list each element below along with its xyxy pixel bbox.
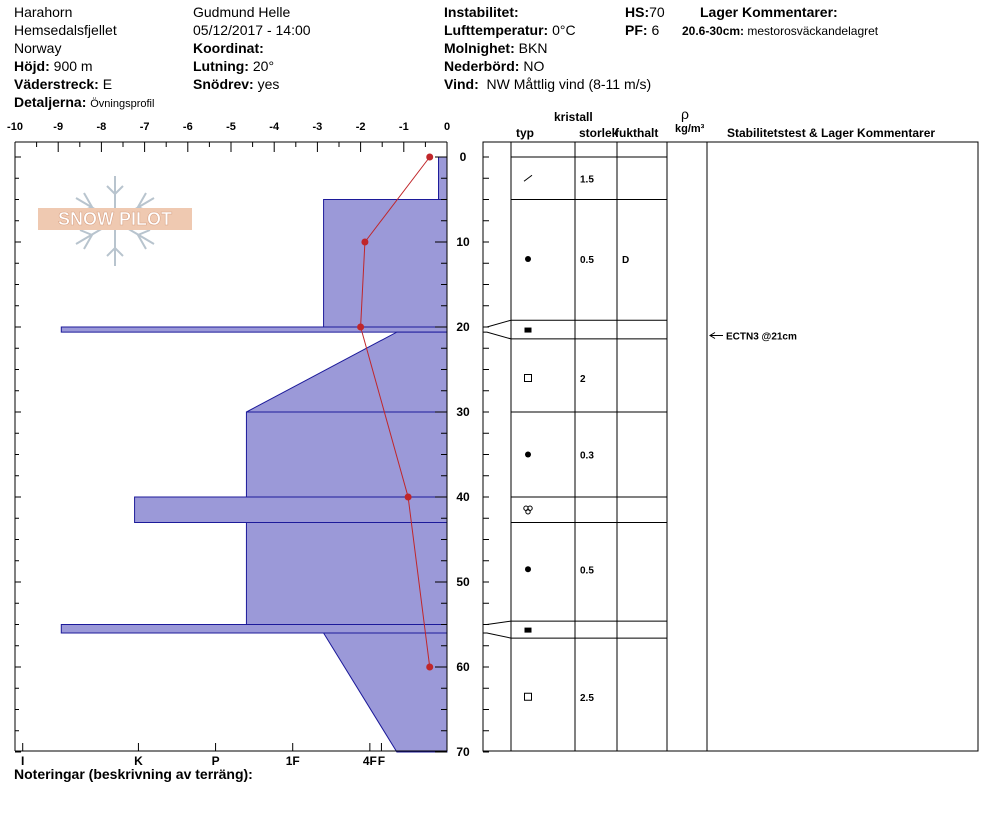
- column-rho: ρ: [681, 106, 689, 122]
- hs-label: HS:: [625, 4, 650, 20]
- rounded-grain-icon: [525, 566, 531, 572]
- elevation-label: Höjd:: [14, 58, 50, 74]
- country-name: Norway: [14, 40, 62, 56]
- depth-tick-label: 70: [456, 745, 470, 759]
- depth-tick-label: 60: [456, 660, 470, 674]
- hardness-layer: [246, 332, 447, 412]
- elevation-value: 900 m: [53, 58, 93, 74]
- crystal-size-value: 2: [580, 374, 586, 385]
- temp-tick-label: -7: [139, 121, 150, 133]
- temp-tick-label: 0: [443, 121, 451, 133]
- crystal-size-value: 2.5: [580, 692, 594, 704]
- hardness-tick-label: F: [377, 754, 386, 768]
- temperature-point: [426, 664, 433, 671]
- pf-value: 6: [651, 22, 660, 38]
- hardness-layer: [61, 327, 447, 332]
- layer-comment-text: mestorosväckandelagret: [747, 24, 879, 38]
- precip-label: Nederbörd:: [444, 58, 520, 74]
- moisture-value: D: [622, 255, 630, 266]
- rounded-grain-icon: [525, 256, 531, 262]
- column-size: storlek: [579, 127, 618, 139]
- stability-test-label: ECTN3 @21cm: [726, 331, 797, 343]
- sky-label: Molnighet:: [444, 40, 515, 56]
- temp-tick-label: -5: [226, 121, 236, 133]
- area-name: Hemsedalsfjellet: [14, 22, 117, 38]
- layer-comments-label: Lager Kommentarer:: [700, 4, 838, 20]
- snowpilot-logo: [38, 176, 192, 266]
- hardness-tick-label: P: [211, 754, 220, 768]
- temp-tick-label: -1: [398, 121, 409, 133]
- hardness-tick-label: 4F: [362, 754, 377, 768]
- hardness-layer: [324, 200, 447, 328]
- column-type: typ: [516, 126, 534, 140]
- logo-text: SNOW PILOT: [58, 209, 172, 229]
- precip-particle-icon: [524, 175, 532, 181]
- temp-tick-label: -10: [7, 121, 23, 133]
- slope-value: 20°: [252, 58, 275, 74]
- layer-table-border: [483, 142, 978, 751]
- column-density: kg/m³: [675, 123, 705, 135]
- layer-connector: [483, 621, 511, 624]
- aspect-label: Väderstreck:: [14, 76, 99, 92]
- hardness-tick-label: 1F: [285, 754, 300, 768]
- temp-tick-label: -2: [355, 121, 366, 133]
- crystal-size-value: 0.3: [580, 450, 594, 462]
- drift-value: yes: [257, 76, 280, 92]
- temp-tick-label: -8: [96, 121, 107, 133]
- temp-tick-label: -9: [53, 121, 64, 133]
- slope-label: Lutning:: [193, 58, 249, 74]
- depth-tick-label: 0: [459, 150, 467, 164]
- precip-value: NO: [523, 58, 545, 74]
- hardness-layer: [61, 625, 447, 634]
- crystal-size-value: 0.5: [580, 255, 594, 266]
- instability-label: Instabilitet:: [444, 4, 519, 20]
- temp-tick-label: -3: [312, 121, 323, 133]
- layer-connector: [483, 332, 511, 339]
- temperature-point: [361, 239, 368, 246]
- depth-tick-label: 40: [456, 490, 470, 504]
- observer-name: Gudmund Helle: [193, 4, 291, 20]
- hardness-tick-label: I: [21, 754, 25, 768]
- notes-label: Noteringar (beskrivning av terräng):: [14, 766, 253, 782]
- location-name: Harahorn: [14, 4, 73, 20]
- column-moisture: fukthalt: [615, 126, 659, 140]
- rounded-grain-icon: [525, 452, 531, 458]
- temperature-point: [426, 154, 433, 161]
- layer-comment-depth: 20.6-30cm:: [682, 24, 745, 38]
- detail-value: Övningsprofil: [90, 98, 155, 110]
- melt-form-icon: [526, 510, 530, 514]
- temp-tick-label: -6: [182, 121, 193, 133]
- hs-value: 70: [649, 4, 665, 20]
- depth-tick-label: 20: [456, 320, 470, 334]
- pf-label: PF:: [625, 22, 648, 38]
- wind-value: NW Måttlig vind (8-11 m/s): [486, 76, 652, 92]
- faceted-crystal-icon: [525, 693, 532, 700]
- crystal-size-value: 1.5: [580, 174, 594, 186]
- layer-connector: [483, 320, 511, 327]
- melt-freeze-crust-icon: [525, 328, 532, 333]
- hardness-tick-label: K: [134, 754, 143, 768]
- drift-label: Snödrev:: [193, 76, 254, 92]
- depth-tick-label: 10: [456, 235, 470, 249]
- layer-connector: [483, 633, 511, 638]
- melt-freeze-crust-icon: [525, 628, 532, 633]
- hardness-layer: [246, 523, 447, 625]
- faceted-crystal-icon: [525, 375, 532, 382]
- hardness-layer: [135, 497, 447, 523]
- coordinate-label: Koordinat:: [193, 40, 264, 56]
- aspect-value: E: [102, 76, 113, 92]
- temperature-point: [405, 494, 412, 501]
- airtemp-value: 0°C: [552, 22, 576, 38]
- hardness-layer: [246, 412, 447, 497]
- column-crystal: kristall: [554, 110, 593, 124]
- depth-tick-label: 50: [456, 575, 470, 589]
- depth-tick-label: 30: [456, 405, 470, 419]
- detail-label: Detaljerna:: [14, 94, 87, 110]
- hardness-layer: [324, 633, 447, 752]
- temp-tick-label: -4: [269, 121, 280, 133]
- observation-datetime: 05/12/2017 - 14:00: [193, 22, 311, 38]
- wind-label: Vind:: [444, 76, 479, 92]
- crystal-size-value: 0.5: [580, 565, 594, 577]
- airtemp-label: Lufttemperatur:: [444, 22, 549, 38]
- column-stability: Stabilitetstest & Lager Kommentarer: [727, 126, 936, 140]
- temperature-point: [357, 324, 364, 331]
- sky-value: BKN: [518, 40, 548, 56]
